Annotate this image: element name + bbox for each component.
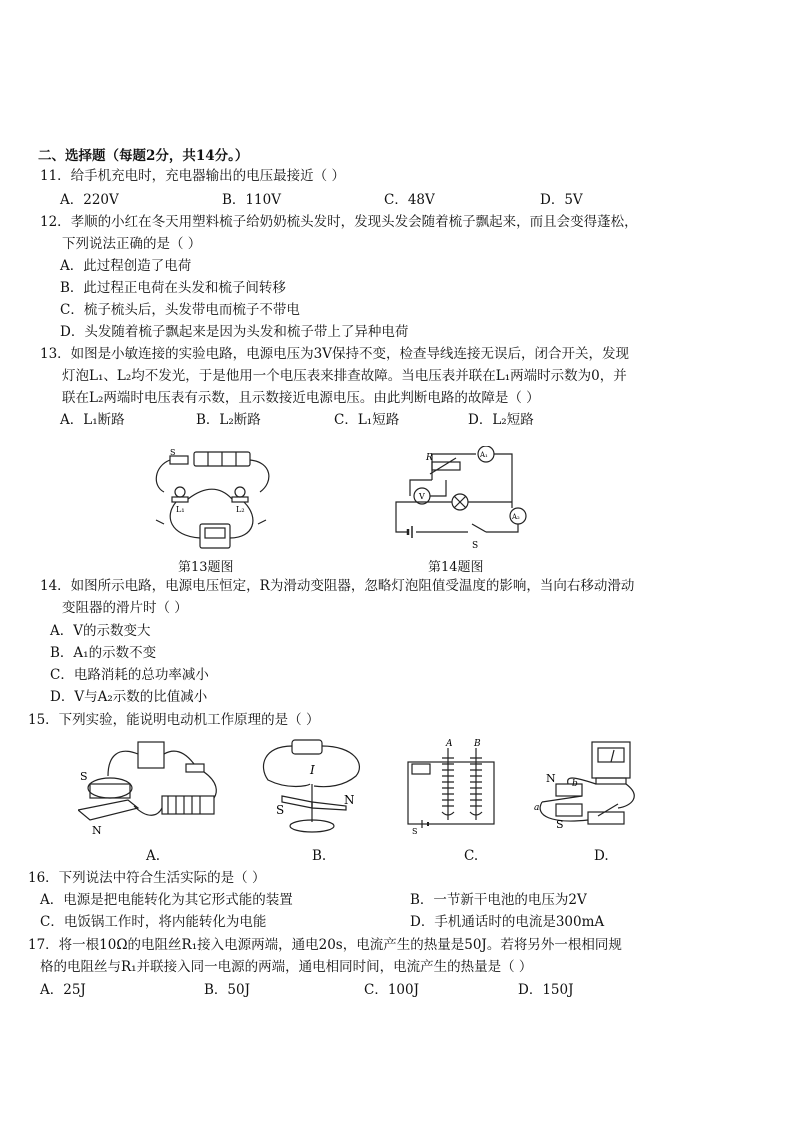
- label-n: N: [546, 772, 556, 785]
- switch-icon: [170, 456, 188, 464]
- q17-stem-line2: 格的电阻丝与R₁并联接入同一电源的两端，通电相同时间，电流产生的热量是（ ）: [40, 959, 533, 975]
- rheostat-icon: [162, 796, 214, 814]
- q15-option-d: D.: [594, 848, 609, 864]
- q17-option-d: D．150J: [518, 982, 574, 998]
- q14-stem-line2: 变阻器的滑片时（ ）: [62, 600, 188, 616]
- q15-figure-a: [78, 736, 228, 836]
- magnet-s-icon: [556, 804, 582, 816]
- q12-stem-line1: 12．孝顺的小红在冬天用塑料梳子给奶奶梳头发时，发现头发会随着梳子飘起来，而且会变得蓬松，: [40, 214, 638, 230]
- label-l1: L₁: [176, 505, 185, 514]
- q16-option-c: C．电饭锅工作时，将内能转化为电能: [40, 914, 267, 930]
- q17-stem-line1: 17．将一根10Ω的电阻丝R₁接入电源两端，通电20s，电流产生的热量是50J。若将另外一根相同规: [28, 937, 622, 953]
- bulb-l2-icon: [235, 487, 245, 497]
- q15-figure-c: [402, 736, 512, 836]
- q15-option-b: B.: [312, 848, 327, 864]
- label-s: S: [412, 827, 418, 836]
- label-a: a: [534, 803, 540, 813]
- label-s: S: [276, 803, 285, 817]
- q14-stem-line1: 14．如图所示电路，电源电压恒定，R为滑动变阻器，忽略灯泡阻值受温度的影响，当向右移动滑动: [40, 578, 635, 594]
- label-s: S: [556, 818, 564, 831]
- q11-stem: 11．给手机充电时，充电器输出的电压最接近（ ）: [40, 168, 345, 184]
- label-n: N: [92, 824, 102, 836]
- switch-icon: [472, 524, 486, 532]
- q14-figure-caption: 第14题图: [428, 560, 484, 575]
- label-s: S: [472, 541, 479, 550]
- rheostat-icon: [432, 462, 460, 470]
- q12-option-d: D．头发随着梳子飘起来是因为头发和梳子带上了异种电荷: [60, 324, 409, 340]
- q14-option-c: C．电路消耗的总功率减小: [50, 667, 209, 683]
- q16-option-b: B．一节新干电池的电压为2V: [410, 892, 587, 908]
- q11-option-d: D．5V: [540, 192, 583, 208]
- switch-icon: [186, 764, 204, 772]
- conductor-ab-icon: [542, 796, 582, 802]
- q13-stem-line3: 联在L₂两端时电压表有示数，且示数接近电源电压。由此判断电路的故障是（ ）: [62, 390, 540, 406]
- q17-option-c: C．100J: [364, 982, 420, 998]
- label-i: I: [310, 763, 315, 777]
- q14-circuit-figure: [376, 446, 536, 550]
- bulb-l1-icon: [175, 487, 185, 497]
- q13-figure-caption: 第13题图: [178, 560, 234, 575]
- rheostat-icon: [412, 764, 430, 774]
- q12-option-a: A．此过程创造了电荷: [60, 258, 192, 274]
- label-l2: L₂: [236, 505, 245, 514]
- q11-option-c: C．48V: [384, 192, 435, 208]
- q15-figure-d: [532, 736, 652, 836]
- q13-option-d: D．L₂短路: [468, 412, 534, 428]
- label-s: S: [80, 770, 88, 783]
- label-a: A: [446, 739, 453, 749]
- label-b: b: [572, 779, 578, 789]
- label-n: N: [344, 793, 355, 807]
- q14-option-a: A．V的示数变大: [50, 623, 151, 639]
- q17-option-b: B．50J: [204, 982, 251, 998]
- q11-option-b: B．110V: [222, 192, 281, 208]
- label-s: S: [170, 448, 176, 457]
- q14-option-d: D．V与A₂示数的比值减小: [50, 689, 208, 705]
- label-a2: A₂: [512, 513, 520, 521]
- q15-option-a: A.: [146, 848, 161, 864]
- q16-option-d: D．手机通话时的电流是300mA: [410, 914, 605, 930]
- q13-stem-line2: 灯泡L₁、L₂均不发光，于是他用一个电压表来排查故障。当电压表并联在L₁两端时示数为0，并: [62, 368, 627, 384]
- q13-circuit-figure: [150, 446, 280, 556]
- q15-figure-b: [258, 736, 368, 836]
- battery-icon: [292, 740, 322, 754]
- q11-option-a: A．220V: [60, 192, 119, 208]
- q13-option-a: A．L₁断路: [60, 412, 125, 428]
- q13-stem-line1: 13．如图是小敏连接的实验电路，电源电压为3V保持不变，检查导线连接无误后，闭合开关，发现: [40, 346, 630, 362]
- switch-icon: [588, 812, 624, 824]
- q12-option-b: B．此过程正电荷在头发和梳子间转移: [60, 280, 286, 296]
- q15-stem: 15．下列实验，能说明电动机工作原理的是（ ）: [28, 712, 320, 728]
- label-r: R: [426, 453, 433, 463]
- label-b: B: [474, 739, 481, 749]
- magnet-coil-icon: [88, 778, 132, 798]
- q12-stem-line2: 下列说法正确的是（ ）: [62, 236, 202, 252]
- q14-option-b: B．A₁的示数不变: [50, 645, 157, 661]
- q13-option-b: B．L₂断路: [196, 412, 261, 428]
- q13-option-c: C．L₁短路: [334, 412, 400, 428]
- q17-option-a: A．25J: [40, 982, 86, 998]
- battery-icon: [138, 742, 164, 768]
- magnetic-needle-icon: [282, 796, 312, 808]
- magnet-n-icon: [556, 784, 582, 796]
- q15-option-c: C.: [464, 848, 479, 864]
- label-v: V: [419, 492, 425, 501]
- q16-stem: 16．下列说法中符合生活实际的是（ ）: [28, 870, 266, 886]
- q16-option-a: A．电源是把电能转化为其它形式能的装置: [40, 892, 293, 908]
- q12-option-c: C．梳子梳头后，头发带电而梳子不带电: [60, 302, 300, 318]
- label-a1: A₁: [480, 451, 488, 459]
- section-title: 二、选择题（每题2分，共14分。）: [38, 148, 249, 164]
